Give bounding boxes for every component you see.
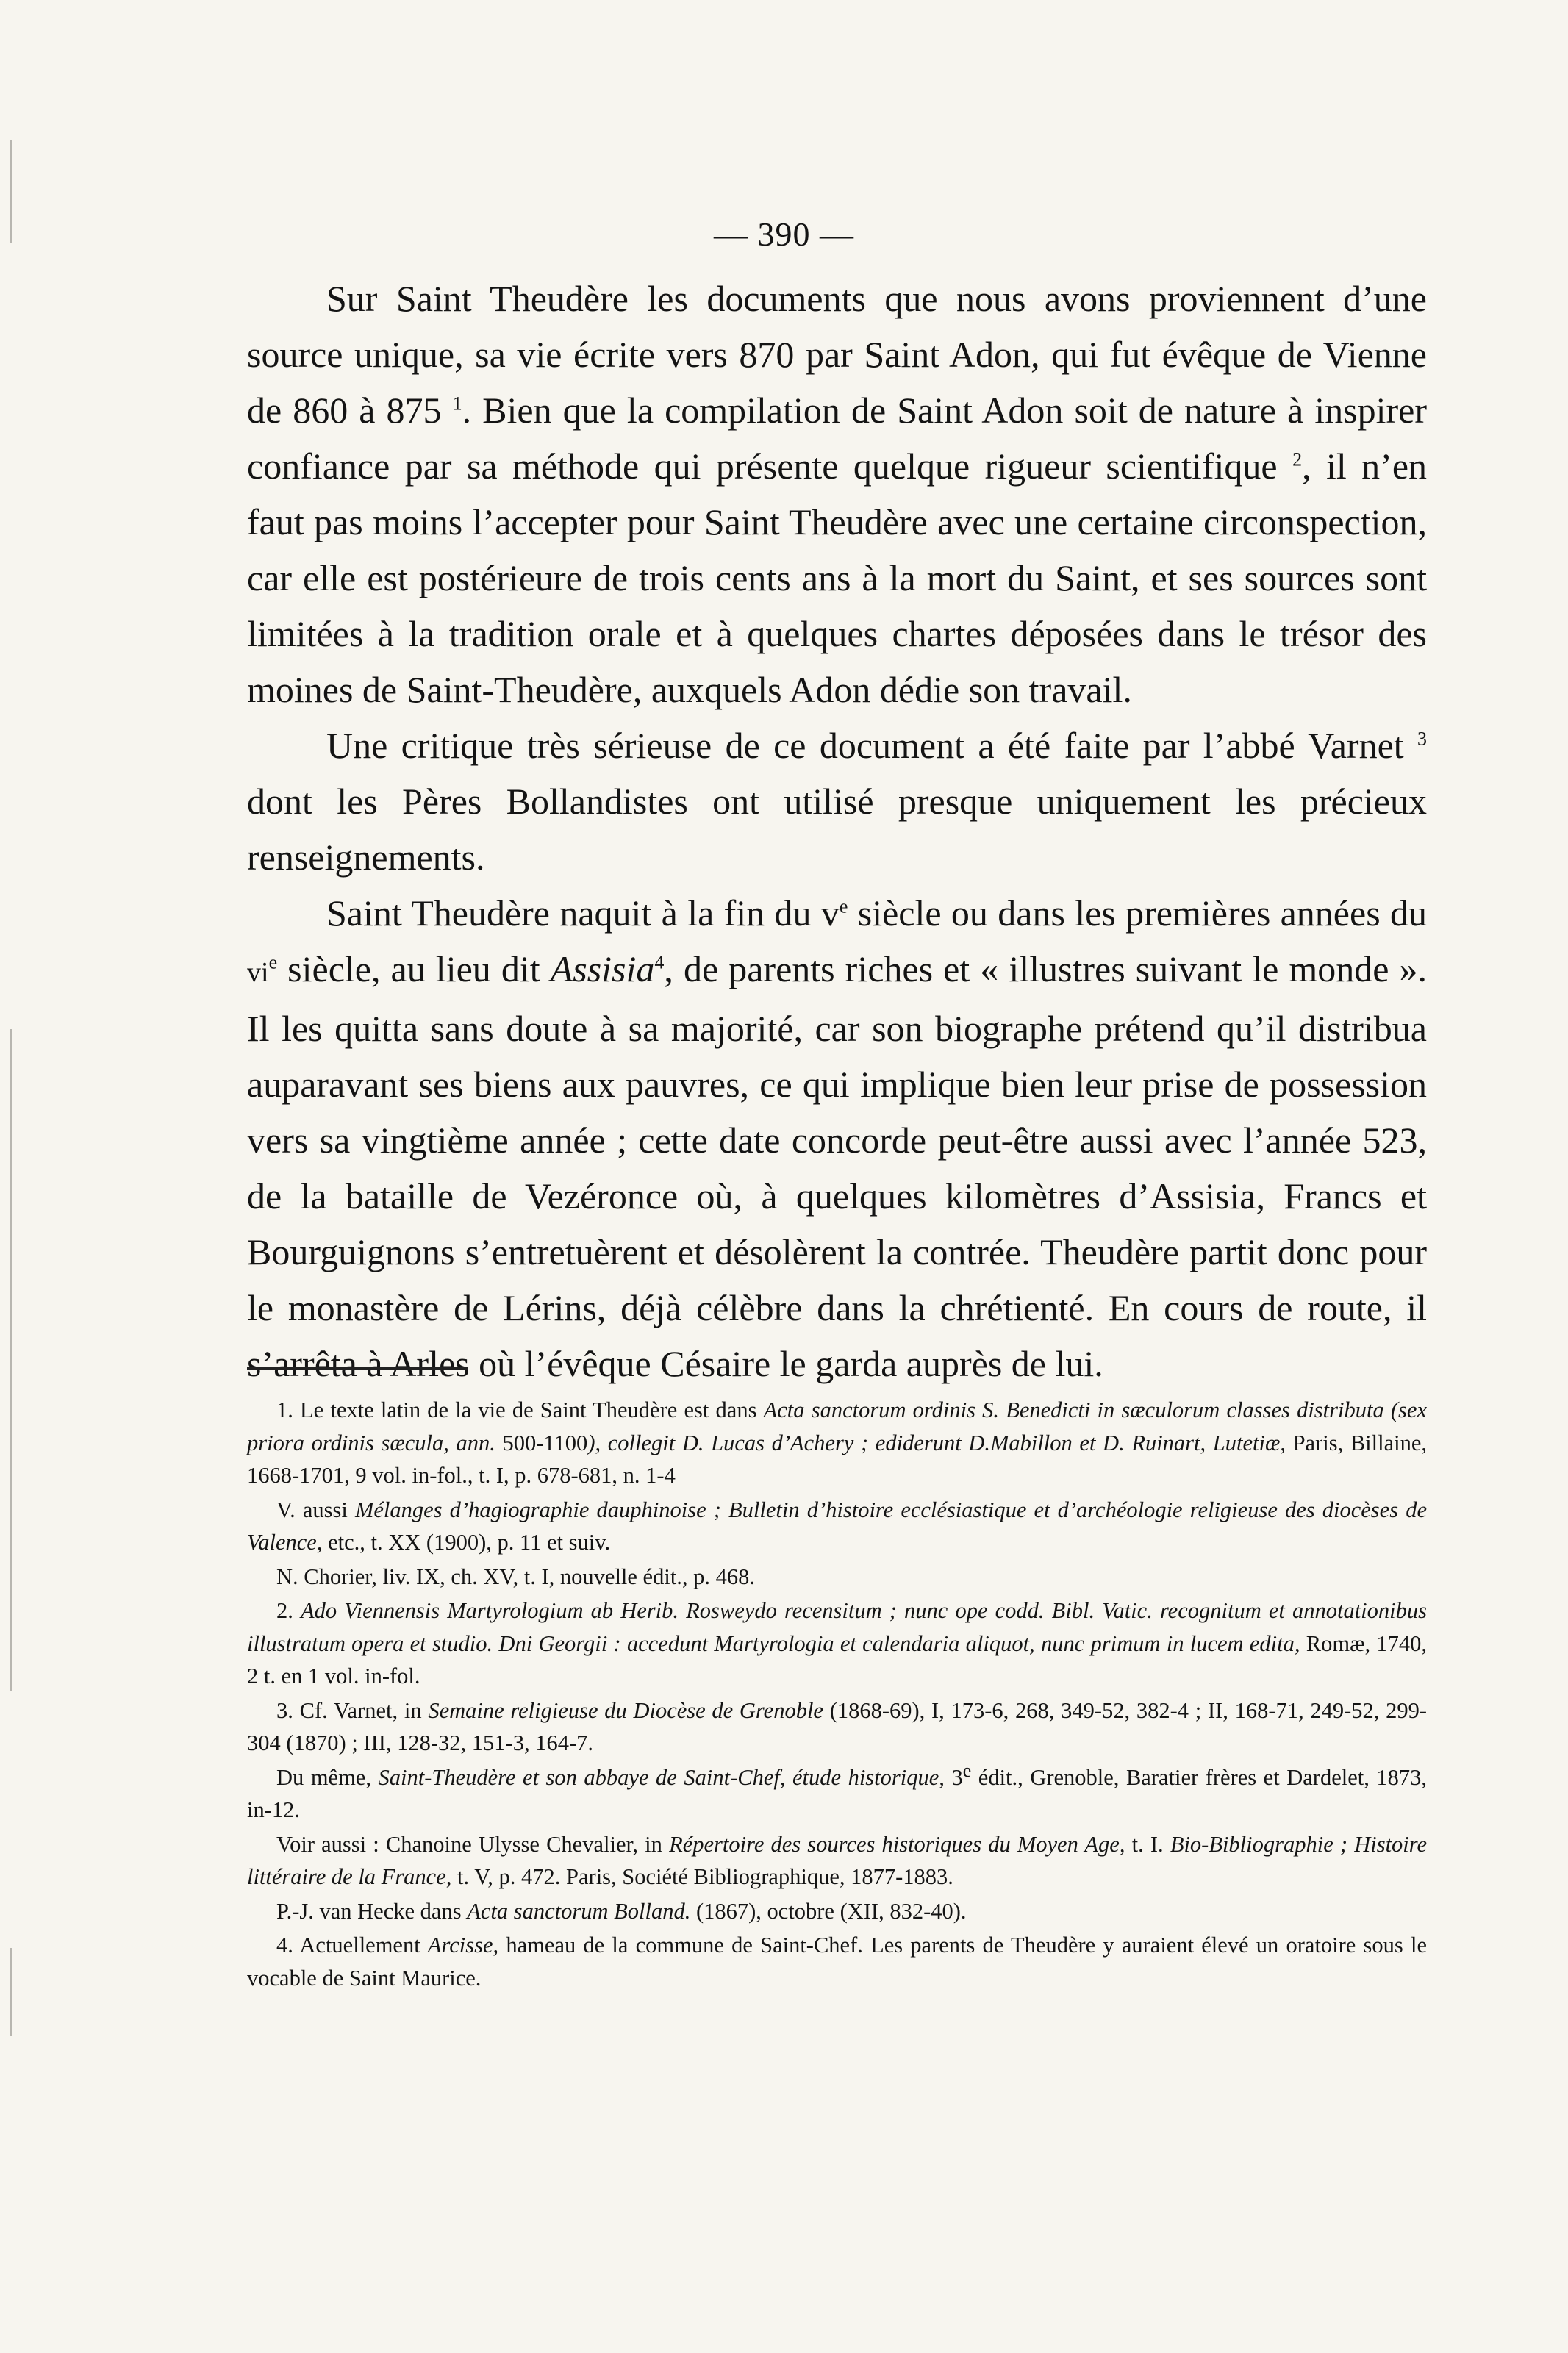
footnote-ref-1: 1 [452, 393, 462, 415]
scan-edge-mark [10, 1948, 12, 2036]
footnote-ref-3: 3 [1417, 728, 1427, 750]
footnote-3: 3. Cf. Varnet, in Semaine religieuse du Diocèse de Grenoble (1868-69), I, 173-6, 268, 349-52, 382-4 ; II, 168-71, 249-52, 299-304 (1870) ; III, 128-32, 151-3, 164-7. [247, 1697, 1428, 1755]
footnote-3-du-meme: Du même, Saint-Theudère et son abbaye de Saint-Chef, étude historique, 3e édit., Grenoble, Baratier frères et Dardelet, 1873, in-12. [247, 1759, 1428, 1822]
footnote-1-see-also: V. aussi Mélanges d’hagiographie dauphinoise ; Bulletin d’histoire ecclésiastique et d’archéologie religieuse des diocèses de Valence, etc., t. XX (1900), p. 11 et suiv. [247, 1497, 1427, 1555]
main-text [247, 271, 1427, 1392]
paragraph-3: Saint Theudère naquit à la fin du $v^e$ siècle ou dans les premières années du $vi^e$ siècle, au lieu dit Assisia$^4$, de parents riches et « illustres suivant le monde ». Il les quitta sans doute à sa majorité, car son biographe prétend qu’il distribua auparavant ses biens aux pauvres, ce qui implique bien leur prise de possession vers sa vingtième année ; cette date concorde peut-être aussi avec l’année 523, de la bataille de Vezéronce où, à quelques kilomètres d’Assisia, Francs et Bourguignons s’entretuèrent et désolèrent la contrée. Theudère partit donc pour le monastère de Lérins, déjà célèbre dans la chrétienté. En cours de route, il s’arrêta à Arles où l’évêque Césaire le garda auprès de lui. [247, 892, 1427, 1384]
paragraph-1: Sur Saint Theudère les documents que nous avons proviennent d’une source unique, sa vie écrite vers 870 par Saint Adon, qui fut évêque de Vienne de 860 à 875 $^1$. Bien que la compilation de Saint Adon soit de nature à inspirer confiance par sa méthode qui présente quelque rigueur scientifique $^2$, il n’en faut pas moins l’accepter pour Saint Theudère avec une certaine circonspection, car elle est postérieure de trois cents ans à la mort du Saint, et ses sources sont limitées à la tradition orale et à quelques chartes déposées dans le trésor des moines de Saint-Theudère, auxquels Adon dédie son travail. [247, 278, 1428, 710]
footnote-1: 1. Le texte latin de la vie de Saint Theudère est dans Acta sanctorum ordinis S. Benedicti in sæculorum classes distributa (sex priora ordinis sæcula, ann. 500-1100), collegit D. Lucas d’Achery ; ediderunt D.Mabillon et D. Ruinart, Lutetiæ, Paris, Billaine, 1668-1701, 9 vol. in-fol., t. I, p. 678-681, n. 1-4 [247, 1397, 1428, 1488]
place-name-assisia: Assisia [550, 948, 655, 989]
footnote-3-voir-aussi: Voir aussi : Chanoine Ulysse Chevalier, in Répertoire des sources historiques du Moyen Age, t. I. Bio-Bibliographie ; Histoire littéraire de la France, t. V, p. 472. Paris, Société Bibliographique, 1877-1883. [247, 1831, 1428, 1889]
footnote-2: 2. Ado Viennensis Martyrologium ab Herib. Rosweydo recensitum ; nunc ope codd. Bibl. Vatic. recognitum et annotationibus illustratum opera et studio. Dni Georgii : accedunt Martyrologia et calendaria aliquot, nunc primum in lucem edita, Romæ, 1740, 2 t. en 1 vol. in-fol. [247, 1598, 1428, 1688]
footnote-ref-4: 4 [654, 951, 665, 973]
scan-edge-mark [10, 1029, 12, 1691]
page-number: — 390 — [714, 215, 854, 253]
footnote-ref-2: 2 [1292, 448, 1303, 470]
footnote-1-chorier: N. Chorier, liv. IX, ch. XV, t. I, nouvelle édit., p. 468. [276, 1564, 756, 1589]
paragraph-2: Une critique très sérieuse de ce document a été faite par l’abbé Varnet $^3$ dont les Pères Bollandistes ont utilisé presque uniquement les précieux renseignements. [247, 725, 1427, 878]
footnotes [247, 1394, 1427, 1994]
footnote-3-van-hecke: P.-J. van Hecke dans Acta sanctorum Bolland. (1867), octobre (XII, 832-40). [276, 1898, 967, 1924]
footnote-4: 4. Actuellement Arcisse, hameau de la commune de Saint-Chef. Les parents de Theudère y auraient élevé un oratoire sous le vocable de Saint Maurice. [247, 1933, 1427, 1991]
footnote-separator [247, 1367, 468, 1370]
